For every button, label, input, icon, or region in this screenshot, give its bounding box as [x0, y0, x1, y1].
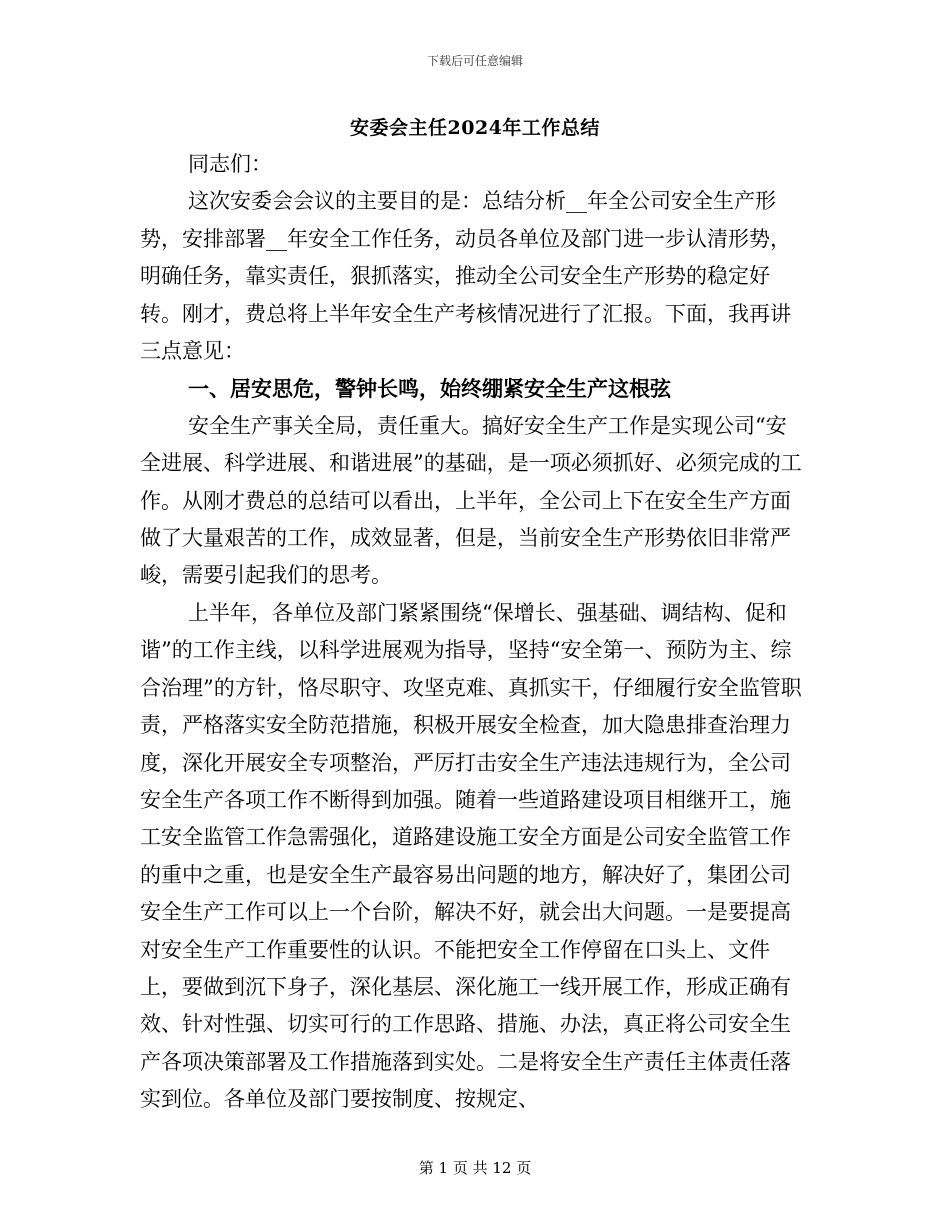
document-body [140, 146, 802, 1119]
salutation-paragraph: 同志们： [188, 152, 272, 176]
document-title: 安委会主任2024年工作总结 [350, 117, 600, 139]
page-footer: 第 1 页 共 12 页 [418, 1159, 532, 1177]
page-header: 下载后可任意编辑 [426, 54, 523, 68]
intro-paragraph: 这次安委会会议的主要目的是：总结分析__年全公司安全生产形势，安排部署__年安全工作任务，动员各单位及部门进一步认清形势，明确任务，靠实责任，狠抓落实，推动全公司安全生产形势的稳定好转。刚才，费总将上半年安全生产考核情况进行了汇报。下面，我再讲三点意见： [140, 189, 791, 364]
body-paragraph: 上半年，各单位及部门紧紧围绕“保增长、强基础、调结构、促和谐”的工作主线，以科学进展观为指导，坚持“安全第一、预防为主、综合治理”的方针，恪尽职守、攻坚克难、真抓实干，仔细履行安全监管职责，严格落实安全防范措施，积极开展安全检查，加大隐患排查治理力度，深化开展安全专项整治，严厉打击安全生产违法违规行为，全公司安全生产各项工作不断得到加强。随着一些道路建设项目相继开工，施工安全监管工作急需强化，道路建设施工安全方面是公司安全监管工作的重中之重，也是安全生产最容易出问题的地方，解决好了，集团公司安全生产工作可以上一个台阶，解决不好，就会出大问题。一是要提高对安全生产工作重要性的认识。不能把安全工作停留在口头上、文件上，要做到沉下身子，深化基层、深化施工一线开展工作，形成正确有效、针对性强、切实可行的工作思路、措施、办法，真正将公司安全生产各项决策部署及工作措施落到实处。二是将安全生产责任主体责任落实到位。各单位及部门要按制度、按规定、 [140, 600, 802, 1112]
body-paragraph: 安全生产事关全局，责任重大。搞好安全生产工作是实现公司“安全进展、科学进展、和谐进展”的基础，是一项必须抓好、必须完成的工作。从刚才费总的总结可以看出，上半年，全公司上下在安全生产方面做了大量艰苦的工作，成效显著，但是，当前安全生产形势依旧非常严峻，需要引起我们的思考。 [140, 413, 802, 588]
section-heading: 一、居安思危，警钟长鸣，始终绷紧安全生产这根弦 [188, 376, 671, 402]
